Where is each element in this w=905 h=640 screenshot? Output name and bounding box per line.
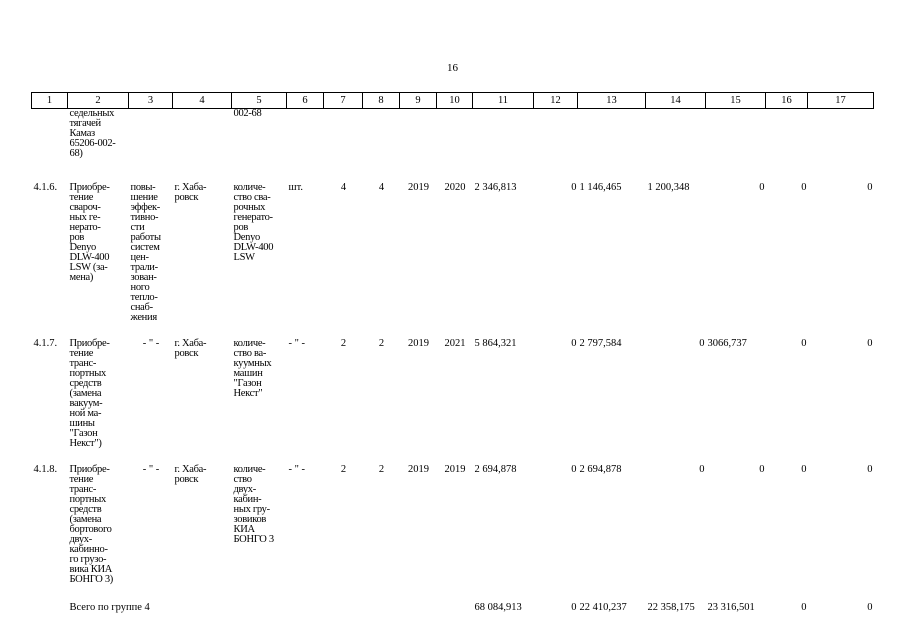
item-measure: количе- ство сва- рочных генерато- ров Denyo DLW-400 LSW xyxy=(233,181,274,263)
cell-16: 0 xyxy=(801,337,807,349)
header-cell: 10 xyxy=(437,93,473,109)
total-cell-11: 68 084,913 xyxy=(474,601,522,613)
header-cell: 4 xyxy=(173,93,232,109)
total-cell-12: 0 xyxy=(571,601,577,613)
cell-7: 2 xyxy=(340,463,347,475)
header-cell: 14 xyxy=(646,93,706,109)
item-measure: 002-68 xyxy=(233,108,262,119)
header-cell: 2 xyxy=(68,93,129,109)
cell-10: 2020 xyxy=(444,181,466,193)
header-cell: 12 xyxy=(534,93,578,109)
item-unit: - " - xyxy=(288,337,306,349)
item-place: г. Хаба- ровск xyxy=(174,463,207,485)
item-goal: - " - xyxy=(142,463,160,475)
header-cell: 17 xyxy=(808,93,874,109)
cell-10: 2019 xyxy=(444,463,466,475)
header-cell: 8 xyxy=(363,93,400,109)
item-number: 4.1.6. xyxy=(33,181,58,193)
cell-8: 2 xyxy=(378,337,385,349)
item-place: г. Хаба- ровск xyxy=(174,337,207,359)
cell-14: 1 200,348 xyxy=(647,181,690,193)
cell-14: 0 xyxy=(699,337,705,349)
cell-7: 2 xyxy=(340,337,347,349)
cell-8: 4 xyxy=(378,181,385,193)
cell-10: 2021 xyxy=(444,337,466,349)
cell-15: 0 xyxy=(759,181,765,193)
item-unit: - " - xyxy=(288,463,306,475)
total-label: Всего по группе 4 xyxy=(69,601,150,613)
header-cell: 15 xyxy=(706,93,766,109)
cell-13: 2 797,584 xyxy=(579,337,622,349)
cell-9: 2019 xyxy=(408,463,429,475)
item-measure: количе- ство ва- куумных машин "Газон Некст" xyxy=(233,337,272,399)
header-cell: 3 xyxy=(129,93,173,109)
header-cell: 9 xyxy=(400,93,437,109)
item-goal: - " - xyxy=(142,337,160,349)
total-row xyxy=(32,601,874,619)
cell-11: 2 694,878 xyxy=(474,463,517,475)
cell-13: 2 694,878 xyxy=(579,463,622,475)
cell-8: 2 xyxy=(378,463,385,475)
total-cell-13: 22 410,237 xyxy=(579,601,627,613)
page-number: 16 xyxy=(447,62,458,74)
item-place: г. Хаба- ровск xyxy=(174,181,207,203)
cell-9: 2019 xyxy=(408,337,429,349)
cell-17: 0 xyxy=(867,337,873,349)
table-row xyxy=(32,181,874,337)
item-name: Приобре- тение свароч- ных ге- нерато- ров Denyo DLW-400 LSW (за- мена) xyxy=(69,181,110,283)
cell-11: 5 864,321 xyxy=(474,337,517,349)
total-cell-16: 0 xyxy=(801,601,807,613)
header-cell: 16 xyxy=(766,93,808,109)
item-unit: шт. xyxy=(288,181,304,193)
cell-16: 0 xyxy=(801,181,807,193)
cell-12: 0 xyxy=(571,181,577,193)
cell-9: 2019 xyxy=(408,181,429,193)
cell-15: 3066,737 xyxy=(707,337,747,349)
table-row xyxy=(32,337,874,463)
table-row xyxy=(32,463,874,601)
total-cell-14: 22 358,175 xyxy=(647,601,695,613)
header-cell: 13 xyxy=(578,93,646,109)
cell-7: 4 xyxy=(340,181,347,193)
item-number: 4.1.8. xyxy=(33,463,58,475)
cell-14: 0 xyxy=(699,463,705,475)
header-row xyxy=(32,93,874,109)
cell-17: 0 xyxy=(867,463,873,475)
cell-13: 1 146,465 xyxy=(579,181,622,193)
item-measure: количе- ство двух- кабин- ных гру- зовиков КИА БОНГО 3 xyxy=(233,463,274,545)
item-name: Приобре- тение транс- портных средств (замена вакуум- ной ма- шины "Газон Некст") xyxy=(69,337,110,449)
cell-16: 0 xyxy=(801,463,807,475)
header-cell: 1 xyxy=(32,93,68,109)
header-cell: 11 xyxy=(473,93,534,109)
item-goal: повы- шение эффек- тивно- сти работы систем цен- трали- зован- ного тепло- снаб- жения xyxy=(130,181,161,323)
continuation-row xyxy=(32,109,874,181)
total-cell-17: 0 xyxy=(867,601,873,613)
program-table xyxy=(31,92,874,619)
total-cell-15: 23 316,501 xyxy=(707,601,755,613)
cell-12: 0 xyxy=(571,463,577,475)
cell-17: 0 xyxy=(867,181,873,193)
header-cell: 6 xyxy=(287,93,324,109)
cell-11: 2 346,813 xyxy=(474,181,517,193)
header-cell: 7 xyxy=(324,93,363,109)
item-number: 4.1.7. xyxy=(33,337,58,349)
cell-15: 0 xyxy=(759,463,765,475)
item-name: седельных тягачей Камаз 65206-002- 68) xyxy=(69,108,116,159)
item-name: Приобре- тение транс- портных средств (замена бортового двух- кабинно- го грузо- вика КИА БОНГО 3) xyxy=(69,463,113,585)
cell-12: 0 xyxy=(571,337,577,349)
header-cell: 5 xyxy=(232,93,287,109)
